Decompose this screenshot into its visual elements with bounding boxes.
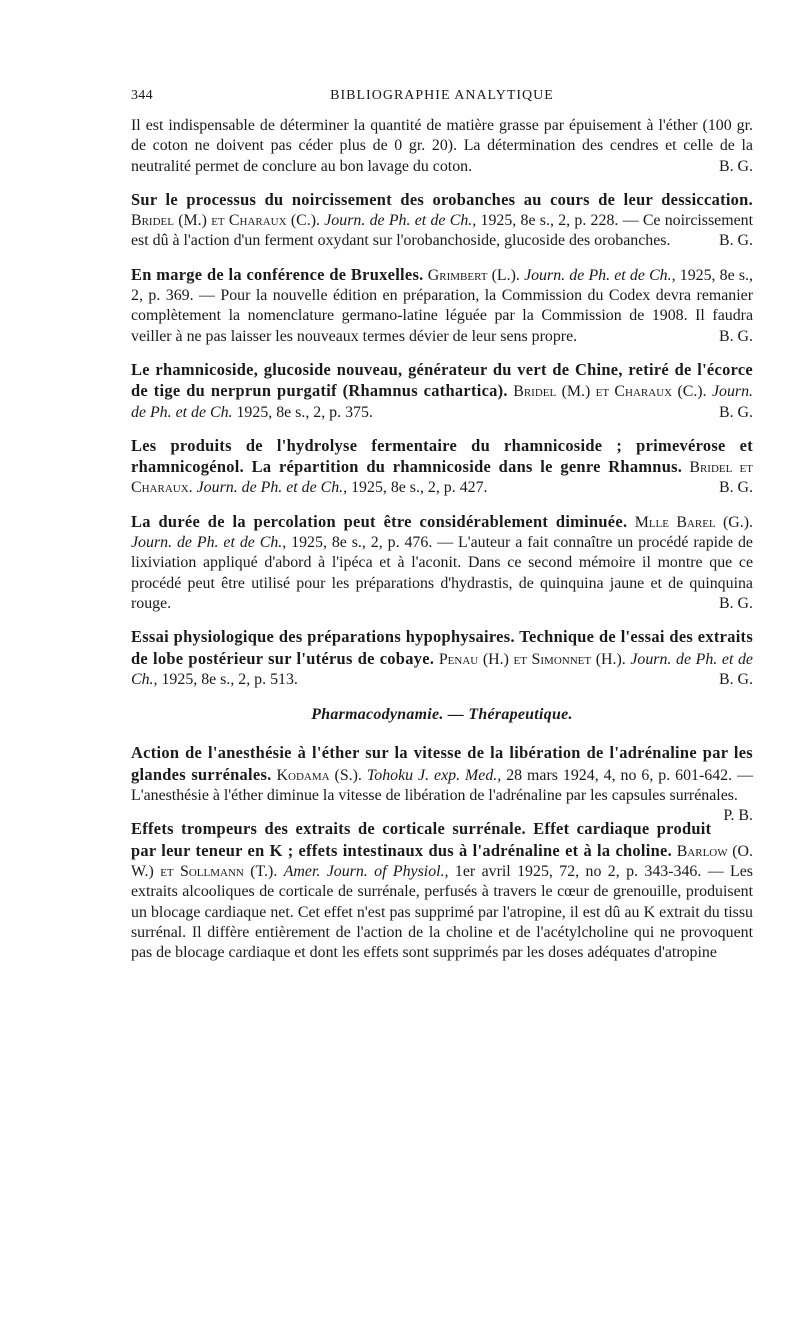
entry-text: — Ce noircissement est dû à l'action d'un ferment oxydant sur l'orobanchoside, glucoside des orobanches.: [131, 212, 753, 250]
entry-signature: P. B.: [723, 807, 753, 825]
entry-authors: Grimbert (L.).: [427, 266, 520, 284]
entry-body: [131, 819, 753, 963]
entry-authors: Barlow (O. W.) et Sollmann (T.).: [131, 842, 753, 880]
running-head: [131, 86, 753, 108]
bibliography-entry: [131, 190, 753, 252]
entry-signature: B. G.: [719, 479, 753, 497]
entry-journal: Journ. de Ph. et de Ch.,: [131, 534, 287, 552]
entry-body: [131, 265, 753, 347]
entry-authors: Bridel (M.) et Charaux (C.).: [513, 383, 707, 401]
entry-reference: 1925, 8e s., 2, p. 476.: [291, 534, 433, 552]
running-title: BIBLIOGRAPHIE ANALYTIQUE: [330, 88, 554, 103]
entry-journal: Amer. Journ. of Physiol.,: [283, 862, 449, 880]
entry-journal: Journ. de Ph. et de Ch.,: [131, 650, 753, 688]
entry-journal: Journ. de Ph. et de Ch.,: [324, 212, 477, 230]
entry-reference: 1925, 8e s., 2, p. 375.: [236, 403, 373, 421]
entry-authors: Kodama (S.).: [276, 766, 362, 784]
entry-text: — L'auteur a fait connaître un procédé rapide de lixiviation appliqué d'abord à l'ipéca et à l'aconit. Dans ce second mémoire il montre que ce procédé peut être utilisé pour les préparations d'hydrastis, de quinquina jaune et de quinquina rouge.: [131, 534, 753, 612]
entry-text: — Pour la nouvelle édition en préparation, la Commission du Codex devra remanier complètement la nomenclature germano-latine léguée par la Commission de 1908. Il faudra veiller à ne pas laisser les nouveaux termes dévier de leur sens propre.: [131, 287, 753, 345]
entry-text: Il est indispensable de déterminer la quantité de matière grasse par épuisement à l'éther (100 gr. de coton ne doivent pas céder plus de 0 gr. 20). La détermination des cendres et celle de la neutralité permet de conclure au bon lavage du coton.: [131, 117, 753, 175]
entry-authors: Mlle Barel (G.).: [634, 513, 753, 531]
entry-reference: 1925, 8e s., 2, p. 427.: [351, 479, 488, 497]
entry-signature: B. G.: [719, 594, 753, 612]
entry-authors: Bridel (M.) et Charaux (C.).: [131, 212, 320, 230]
entry-signature: B. G.: [719, 403, 753, 421]
entry-reference: 1925, 8e s., 2, p. 228.: [480, 212, 619, 230]
entry-text: — Les extraits alcooliques de corticale de surrénale, perfusés à travers le cœur de grenouille, produisent un blocage cardiaque net. Cet effet n'est pas supprimé par l'atropine, il est dû au K extrait du tissu surrénal. Il diffère entièrement de l'action de la choline et de l'acétylcholine qui ne provoquent pas de blocage cardiaque et dont les effets sont supprimés par les doses adéquates d'atropine: [131, 862, 753, 962]
entry-body: [131, 190, 753, 252]
entry-title: Sur le processus du noircissement des orobanches au cours de leur dessiccation.: [131, 189, 753, 209]
entry-body: [131, 627, 753, 690]
entry-title: Les produits de l'hydrolyse fermentaire du rhamnicoside ; primevérose et rhamnicogénol. La répartition du rhamnicoside dans le genre Rhamnus.: [131, 435, 753, 477]
page-number: 344: [131, 88, 153, 103]
entry-body: [131, 436, 753, 499]
entry-authors: Penau (H.) et Simonnet (H.).: [438, 650, 626, 668]
entry-signature: B. G.: [719, 327, 753, 345]
entry-reference: 28 mars 1924, 4, no 6, p. 601-642.: [506, 766, 733, 784]
entry-title: Essai physiologique des préparations hypophysaires. Technique de l'essai des extraits de lobe postérieur sur l'utérus de cobaye.: [131, 627, 753, 668]
entry-title: En marge de la conférence de Bruxelles.: [131, 264, 424, 284]
entry-authors: Bridel et Charaux.: [131, 459, 753, 497]
entry-text: — L'anesthésie à l'éther diminue la vitesse de libération de l'adrénaline par les capsules surrénales.: [131, 766, 753, 805]
entry-journal: Journ. de Ph. et de Ch.: [131, 383, 753, 421]
continuation-entry: [131, 116, 753, 177]
bibliography-entry: [131, 627, 753, 690]
entry-body: [131, 512, 753, 614]
section-heading: Pharmacodynamie. — Thérapeutique.: [311, 706, 573, 724]
bibliography-entry: [131, 436, 753, 499]
entry-body: [131, 360, 753, 423]
entry-reference: 1925, 8e s., 2, p. 369.: [131, 266, 753, 305]
entry-title: Effets trompeurs des extraits de corticale surrénale. Effet cardiaque produit par leur teneur en K ; effets intestinaux dus à l'adrénaline et à la choline.: [131, 819, 712, 860]
bibliography-entry: [131, 512, 753, 614]
entry-journal: Tohoku J. exp. Med.,: [366, 766, 502, 784]
entry-reference: 1925, 8e s., 2, p. 513.: [161, 670, 298, 688]
entry-signature: B. G.: [719, 670, 753, 688]
page: [131, 86, 753, 976]
entry-journal: Journ. de Ph. et de Ch.,: [524, 266, 676, 284]
entry-signature: B. G.: [719, 157, 753, 175]
entry-title: Le rhamnicoside, glucoside nouveau, générateur du vert de Chine, retiré de l'écorce de tige du nerprun purgatif (Rhamnus cathartica).: [131, 359, 753, 401]
entry-title: Action de l'anesthésie à l'éther sur la vitesse de la libération de l'adrénaline par les glandes surrénales.: [131, 743, 753, 784]
bibliography-entry: [131, 360, 753, 423]
entry-journal: Journ. de Ph. et de Ch.,: [196, 479, 348, 497]
bibliography-entry: [131, 819, 753, 963]
entry-title: La durée de la percolation peut être considérablement diminuée.: [131, 511, 628, 531]
bibliography-entry: [131, 743, 753, 825]
bibliography-entry: [131, 265, 753, 347]
entry-body: [131, 116, 753, 177]
entry-reference: 1er avril 1925, 72, no 2, p. 343-346.: [454, 862, 702, 880]
entry-body: [131, 743, 753, 825]
entry-signature: B. G.: [719, 232, 753, 250]
